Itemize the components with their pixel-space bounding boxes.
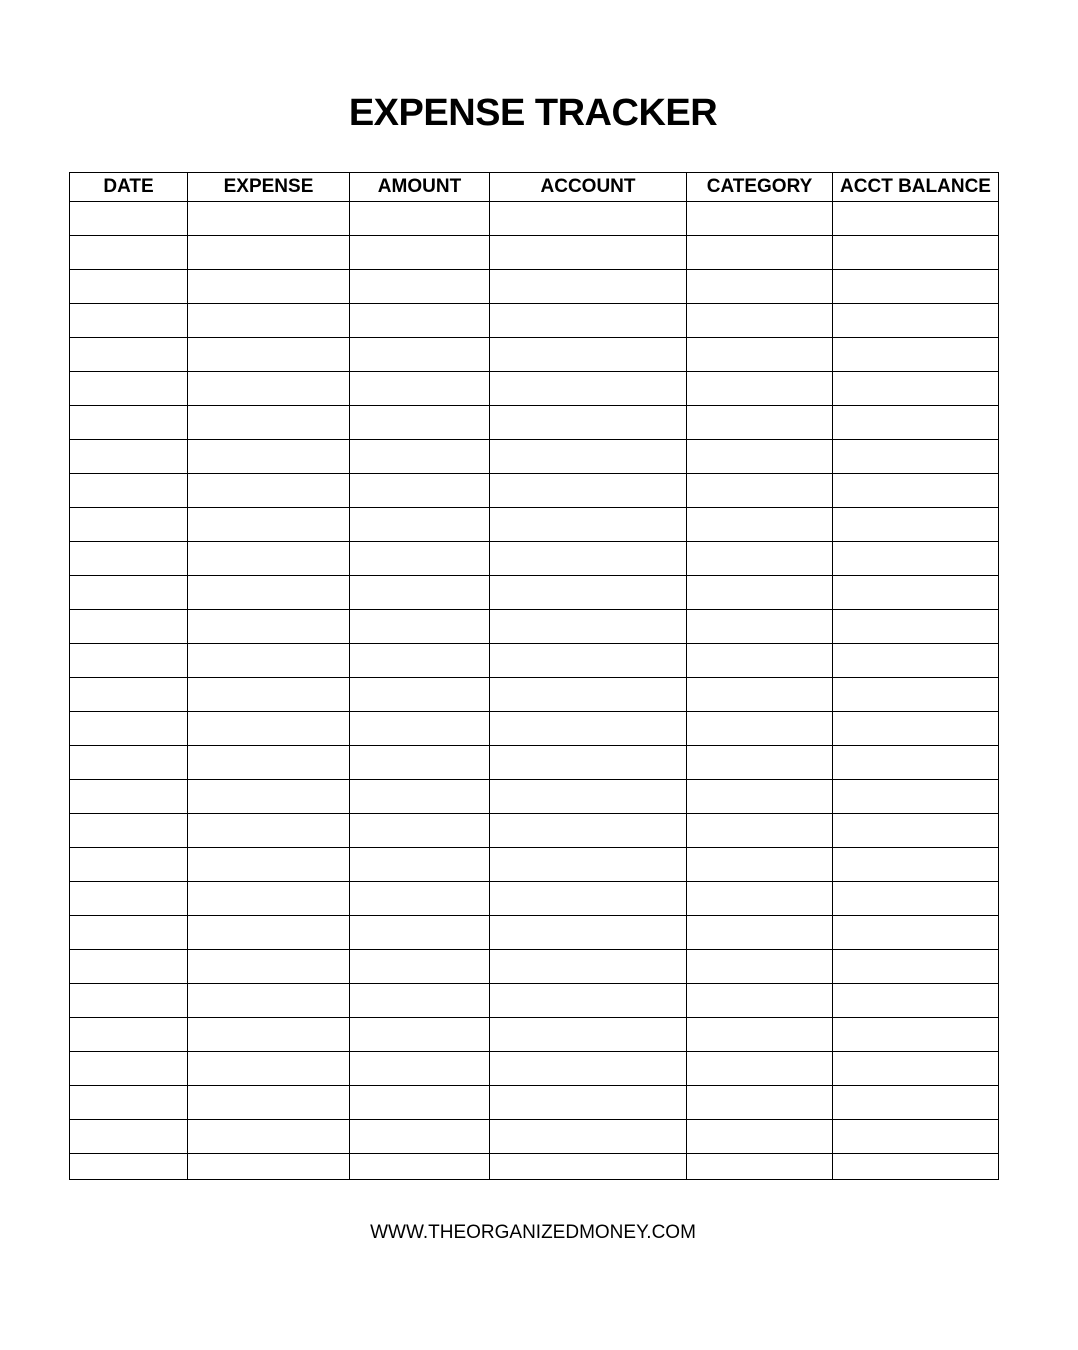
cell-category[interactable] <box>687 984 833 1018</box>
cell-date[interactable] <box>70 202 188 236</box>
table-row <box>70 610 999 644</box>
cell-account[interactable] <box>490 1086 687 1120</box>
cell-category[interactable] <box>687 712 833 746</box>
cell-category[interactable] <box>687 814 833 848</box>
cell-amount[interactable] <box>350 202 490 236</box>
cell-date[interactable] <box>70 542 188 576</box>
cell-account[interactable] <box>490 950 687 984</box>
cell-amount[interactable] <box>350 746 490 780</box>
cell-account[interactable] <box>490 984 687 1018</box>
column-header-account: ACCOUNT <box>490 173 687 202</box>
cell-expense[interactable] <box>188 712 350 746</box>
cell-account[interactable] <box>490 304 687 338</box>
cell-category[interactable] <box>687 474 833 508</box>
column-header-date: DATE <box>70 173 188 202</box>
table-row <box>70 440 999 474</box>
table-row <box>70 848 999 882</box>
cell-date[interactable] <box>70 1120 188 1154</box>
cell-amount[interactable] <box>350 984 490 1018</box>
cell-date[interactable] <box>70 304 188 338</box>
cell-category[interactable] <box>687 848 833 882</box>
cell-amount[interactable] <box>350 848 490 882</box>
cell-date[interactable] <box>70 474 188 508</box>
cell-amount[interactable] <box>350 1052 490 1086</box>
table-row <box>70 1086 999 1120</box>
cell-date[interactable] <box>70 1154 188 1180</box>
cell-date[interactable] <box>70 1086 188 1120</box>
cell-category[interactable] <box>687 372 833 406</box>
table-header-row <box>70 173 999 202</box>
cell-acct-balance[interactable] <box>833 202 999 236</box>
table-row <box>70 916 999 950</box>
cell-category[interactable] <box>687 542 833 576</box>
cell-date[interactable] <box>70 270 188 304</box>
cell-amount[interactable] <box>350 304 490 338</box>
cell-acct-balance[interactable] <box>833 712 999 746</box>
cell-account[interactable] <box>490 916 687 950</box>
table-row <box>70 984 999 1018</box>
cell-expense[interactable] <box>188 440 350 474</box>
cell-account[interactable] <box>490 644 687 678</box>
table-row <box>70 338 999 372</box>
cell-amount[interactable] <box>350 610 490 644</box>
cell-amount[interactable] <box>350 712 490 746</box>
cell-amount[interactable] <box>350 814 490 848</box>
cell-account[interactable] <box>490 440 687 474</box>
cell-expense[interactable] <box>188 406 350 440</box>
cell-acct-balance[interactable] <box>833 576 999 610</box>
cell-amount[interactable] <box>350 644 490 678</box>
cell-date[interactable] <box>70 372 188 406</box>
cell-account[interactable] <box>490 338 687 372</box>
cell-account[interactable] <box>490 1052 687 1086</box>
cell-date[interactable] <box>70 814 188 848</box>
cell-date[interactable] <box>70 406 188 440</box>
cell-acct-balance[interactable] <box>833 508 999 542</box>
cell-acct-balance[interactable] <box>833 814 999 848</box>
table-row <box>70 236 999 270</box>
cell-account[interactable] <box>490 1120 687 1154</box>
cell-expense[interactable] <box>188 202 350 236</box>
cell-expense[interactable] <box>188 576 350 610</box>
footer-url: WWW.THEORGANIZEDMONEY.COM <box>370 1222 696 1243</box>
cell-date[interactable] <box>70 338 188 372</box>
table-row <box>70 644 999 678</box>
cell-category[interactable] <box>687 644 833 678</box>
cell-expense[interactable] <box>188 916 350 950</box>
table-body <box>70 202 999 1180</box>
cell-account[interactable] <box>490 610 687 644</box>
cell-expense[interactable] <box>188 610 350 644</box>
cell-expense[interactable] <box>188 508 350 542</box>
table-row <box>70 1052 999 1086</box>
cell-acct-balance[interactable] <box>833 542 999 576</box>
table-row <box>70 270 999 304</box>
table-row <box>70 542 999 576</box>
table-row <box>70 1120 999 1154</box>
cell-category[interactable] <box>687 678 833 712</box>
cell-account[interactable] <box>490 542 687 576</box>
cell-expense[interactable] <box>188 304 350 338</box>
cell-expense[interactable] <box>188 236 350 270</box>
cell-category[interactable] <box>687 236 833 270</box>
cell-expense[interactable] <box>188 1120 350 1154</box>
cell-acct-balance[interactable] <box>833 848 999 882</box>
cell-acct-balance[interactable] <box>833 1018 999 1052</box>
cell-acct-balance[interactable] <box>833 304 999 338</box>
cell-category[interactable] <box>687 304 833 338</box>
cell-acct-balance[interactable] <box>833 916 999 950</box>
cell-category[interactable] <box>687 338 833 372</box>
cell-account[interactable] <box>490 678 687 712</box>
column-header-category: CATEGORY <box>687 173 833 202</box>
cell-amount[interactable] <box>350 916 490 950</box>
cell-date[interactable] <box>70 440 188 474</box>
cell-acct-balance[interactable] <box>833 644 999 678</box>
cell-acct-balance[interactable] <box>833 1154 999 1180</box>
cell-account[interactable] <box>490 848 687 882</box>
cell-acct-balance[interactable] <box>833 338 999 372</box>
cell-amount[interactable] <box>350 270 490 304</box>
cell-amount[interactable] <box>350 950 490 984</box>
cell-amount[interactable] <box>350 508 490 542</box>
cell-expense[interactable] <box>188 848 350 882</box>
table-row <box>70 508 999 542</box>
cell-expense[interactable] <box>188 950 350 984</box>
cell-date[interactable] <box>70 678 188 712</box>
cell-acct-balance[interactable] <box>833 372 999 406</box>
cell-category[interactable] <box>687 1120 833 1154</box>
expense-table <box>69 172 999 1180</box>
cell-date[interactable] <box>70 746 188 780</box>
cell-account[interactable] <box>490 814 687 848</box>
cell-acct-balance[interactable] <box>833 1120 999 1154</box>
cell-expense[interactable] <box>188 1018 350 1052</box>
table-row <box>70 372 999 406</box>
cell-expense[interactable] <box>188 1052 350 1086</box>
table-row <box>70 474 999 508</box>
cell-expense[interactable] <box>188 1086 350 1120</box>
cell-acct-balance[interactable] <box>833 474 999 508</box>
cell-expense[interactable] <box>188 1154 350 1180</box>
cell-category[interactable] <box>687 1018 833 1052</box>
cell-account[interactable] <box>490 236 687 270</box>
cell-category[interactable] <box>687 1052 833 1086</box>
cell-category[interactable] <box>687 610 833 644</box>
cell-amount[interactable] <box>350 1018 490 1052</box>
cell-amount[interactable] <box>350 1120 490 1154</box>
column-header-amount: AMOUNT <box>350 173 490 202</box>
cell-category[interactable] <box>687 406 833 440</box>
cell-date[interactable] <box>70 950 188 984</box>
cell-amount[interactable] <box>350 542 490 576</box>
cell-acct-balance[interactable] <box>833 780 999 814</box>
cell-expense[interactable] <box>188 644 350 678</box>
cell-date[interactable] <box>70 508 188 542</box>
cell-date[interactable] <box>70 644 188 678</box>
cell-category[interactable] <box>687 746 833 780</box>
cell-amount[interactable] <box>350 474 490 508</box>
cell-expense[interactable] <box>188 780 350 814</box>
cell-acct-balance[interactable] <box>833 882 999 916</box>
cell-acct-balance[interactable] <box>833 406 999 440</box>
cell-expense[interactable] <box>188 474 350 508</box>
table-row <box>70 814 999 848</box>
cell-date[interactable] <box>70 610 188 644</box>
table-row <box>70 202 999 236</box>
cell-amount[interactable] <box>350 406 490 440</box>
cell-expense[interactable] <box>188 270 350 304</box>
cell-expense[interactable] <box>188 338 350 372</box>
cell-account[interactable] <box>490 882 687 916</box>
cell-category[interactable] <box>687 440 833 474</box>
cell-account[interactable] <box>490 1018 687 1052</box>
cell-expense[interactable] <box>188 678 350 712</box>
cell-account[interactable] <box>490 474 687 508</box>
table-row <box>70 882 999 916</box>
table-row <box>70 1154 999 1180</box>
table-row <box>70 746 999 780</box>
table-row <box>70 712 999 746</box>
cell-account[interactable] <box>490 508 687 542</box>
cell-account[interactable] <box>490 372 687 406</box>
table-row <box>70 780 999 814</box>
cell-account[interactable] <box>490 712 687 746</box>
cell-acct-balance[interactable] <box>833 950 999 984</box>
table-row <box>70 1018 999 1052</box>
cell-amount[interactable] <box>350 440 490 474</box>
table-row <box>70 576 999 610</box>
cell-expense[interactable] <box>188 984 350 1018</box>
cell-category[interactable] <box>687 1154 833 1180</box>
cell-category[interactable] <box>687 202 833 236</box>
table-row <box>70 678 999 712</box>
cell-acct-balance[interactable] <box>833 1052 999 1086</box>
cell-account[interactable] <box>490 270 687 304</box>
cell-date[interactable] <box>70 780 188 814</box>
cell-expense[interactable] <box>188 542 350 576</box>
cell-expense[interactable] <box>188 746 350 780</box>
cell-date[interactable] <box>70 1018 188 1052</box>
cell-date[interactable] <box>70 916 188 950</box>
table-row <box>70 406 999 440</box>
cell-expense[interactable] <box>188 882 350 916</box>
cell-category[interactable] <box>687 508 833 542</box>
cell-amount[interactable] <box>350 236 490 270</box>
cell-category[interactable] <box>687 1086 833 1120</box>
cell-expense[interactable] <box>188 372 350 406</box>
cell-category[interactable] <box>687 780 833 814</box>
table-row <box>70 950 999 984</box>
cell-date[interactable] <box>70 712 188 746</box>
cell-acct-balance[interactable] <box>833 440 999 474</box>
cell-amount[interactable] <box>350 780 490 814</box>
cell-acct-balance[interactable] <box>833 746 999 780</box>
cell-account[interactable] <box>490 780 687 814</box>
cell-acct-balance[interactable] <box>833 610 999 644</box>
cell-category[interactable] <box>687 916 833 950</box>
cell-date[interactable] <box>70 1052 188 1086</box>
cell-acct-balance[interactable] <box>833 678 999 712</box>
cell-date[interactable] <box>70 882 188 916</box>
cell-account[interactable] <box>490 202 687 236</box>
table-row <box>70 304 999 338</box>
cell-acct-balance[interactable] <box>833 1086 999 1120</box>
cell-category[interactable] <box>687 950 833 984</box>
cell-category[interactable] <box>687 882 833 916</box>
column-header-acct-balance: ACCT BALANCE <box>833 173 999 202</box>
cell-date[interactable] <box>70 848 188 882</box>
cell-date[interactable] <box>70 236 188 270</box>
cell-account[interactable] <box>490 746 687 780</box>
document-title: EXPENSE TRACKER <box>348 92 718 134</box>
cell-amount[interactable] <box>350 678 490 712</box>
cell-account[interactable] <box>490 576 687 610</box>
cell-acct-balance[interactable] <box>833 236 999 270</box>
column-header-expense: EXPENSE <box>188 173 350 202</box>
cell-amount[interactable] <box>350 1154 490 1180</box>
cell-date[interactable] <box>70 576 188 610</box>
cell-category[interactable] <box>687 270 833 304</box>
cell-acct-balance[interactable] <box>833 984 999 1018</box>
cell-amount[interactable] <box>350 338 490 372</box>
cell-category[interactable] <box>687 576 833 610</box>
cell-amount[interactable] <box>350 882 490 916</box>
cell-account[interactable] <box>490 1154 687 1180</box>
cell-amount[interactable] <box>350 1086 490 1120</box>
cell-account[interactable] <box>490 406 687 440</box>
cell-amount[interactable] <box>350 372 490 406</box>
cell-date[interactable] <box>70 984 188 1018</box>
cell-acct-balance[interactable] <box>833 270 999 304</box>
cell-expense[interactable] <box>188 814 350 848</box>
cell-amount[interactable] <box>350 576 490 610</box>
